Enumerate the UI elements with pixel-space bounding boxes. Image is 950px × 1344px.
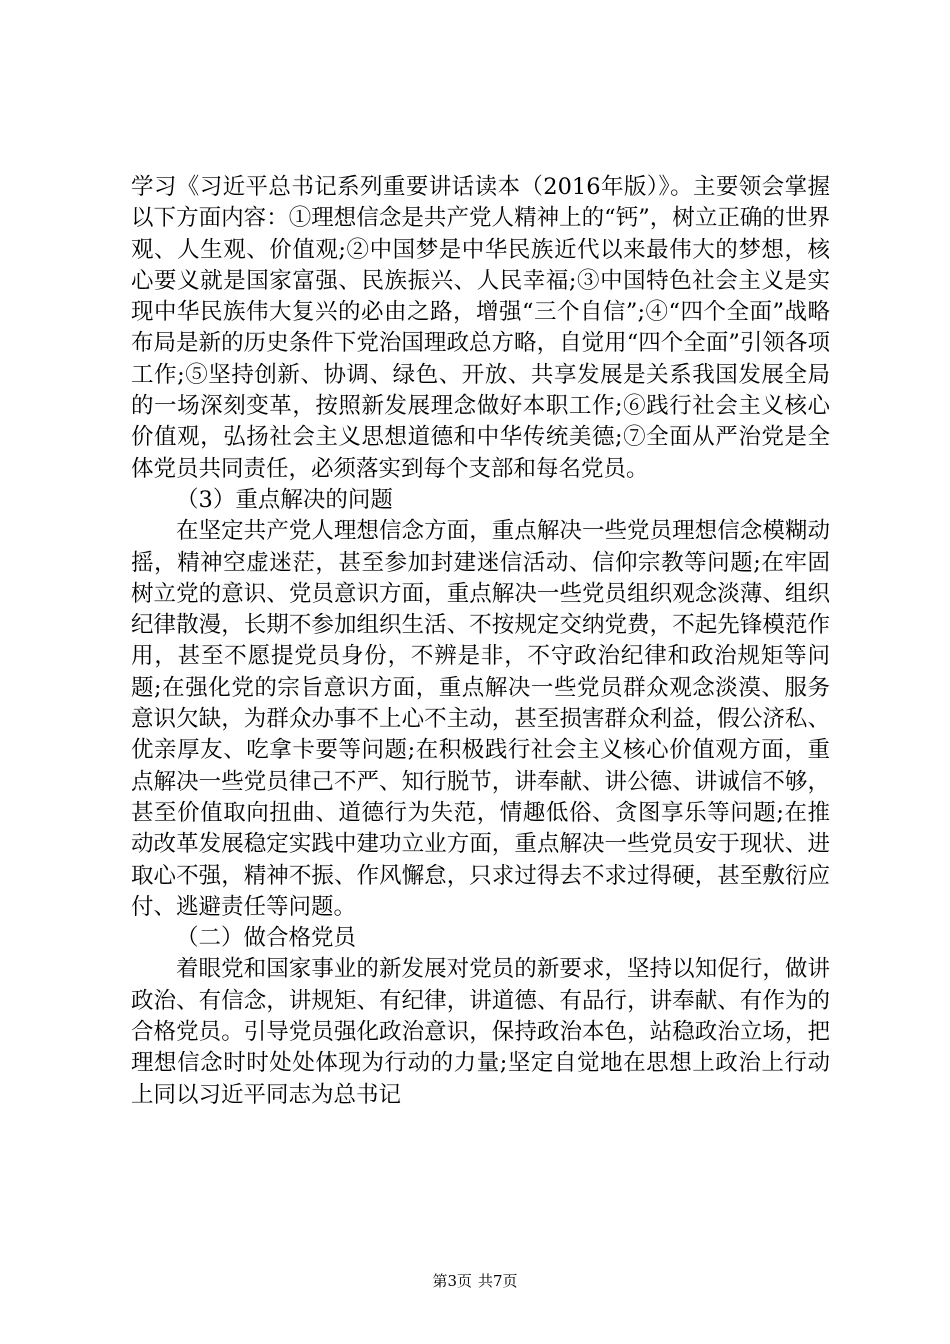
paragraph-study-content: 学习《习近平总书记系列重要讲话读本（2016年版）》。主要领会掌握以下方面内容：①理想信念是共产党人精神上的“钙”，树立正确的世界观、人生观、价值观;②中国梦是中华民族近代以来最伟大的梦想，核心要义就是国家富强、民族振兴、人民幸福;③中国特色社会主义是实现中华民族伟大复兴的必由之路，增强“三个自信”;④“四个全面”战略布局是新的历史条件下党治国理政总方略，自觉用“四个全面”引领各项工作;⑤坚持创新、协调、绿色、开放、共享发展是关系我国发展全局的一场深刻变革，按照新发展理念做好本职工作;⑥践行社会主义核心价值观，弘扬社会主义思想道德和中华传统美德;⑦全面从严治党是全体党员共同责任，必须落实到每个支部和每名党员。 <box>131 174 830 482</box>
page-footer <box>0 1271 950 1291</box>
paragraph-key-problems: 在坚定共产党人理想信念方面，重点解决一些党员理想信念模糊动摇，精神空虚迷茫，甚至参加封建迷信活动、信仰宗教等问题;在牢固树立党的意识、党员意识方面，重点解决一些党员组织观念淡薄、组织纪律散漫，长期不参加组织生活、不按规定交纳党费，不起先锋模范作用，甚至不愿提党员身份，不辨是非，不守政治纪律和政治规矩等问题;在强化党的宗旨意识方面，重点解决一些党员群众观念淡漠、服务意识欠缺，为群众办事不上心不主动，甚至损害群众利益，假公济私、优亲厚友、吃拿卡要等问题;在积极践行社会主义核心价值观方面，重点解决一些党员律己不严、知行脱节，讲奉献、讲公德、讲诚信不够，甚至价值取向扭曲、道德行为失范，情趣低俗、贪图享乐等问题;在推动改革发展稳定实践中建功立业方面，重点解决一些党员安于现状、进取心不强，精神不振、作风懈怠，只求过得去不求过得硬，甚至敷衍应付、逃避责任等问题。 <box>131 518 830 920</box>
paragraph-qualified-member: 着眼党和国家事业的新发展对党员的新要求，坚持以知促行，做讲政治、有信念，讲规矩、有纪律，讲道德、有品行，讲奉献、有作为的合格党员。引导党员强化政治意识，保持政治本色，站稳政治立场，把理想信念时时处处体现为行动的力量;坚定自觉地在思想上政治上行动上同以习近平同志为总书记 <box>131 956 830 1108</box>
page-total: 共7页 <box>478 1272 518 1290</box>
section-heading-key-problems: （3）重点解决的问题 <box>176 486 393 513</box>
page-number: 第3页 <box>432 1272 472 1290</box>
document-body <box>131 172 830 1111</box>
section-heading-qualified-member: （二）做合格党员 <box>176 925 357 952</box>
